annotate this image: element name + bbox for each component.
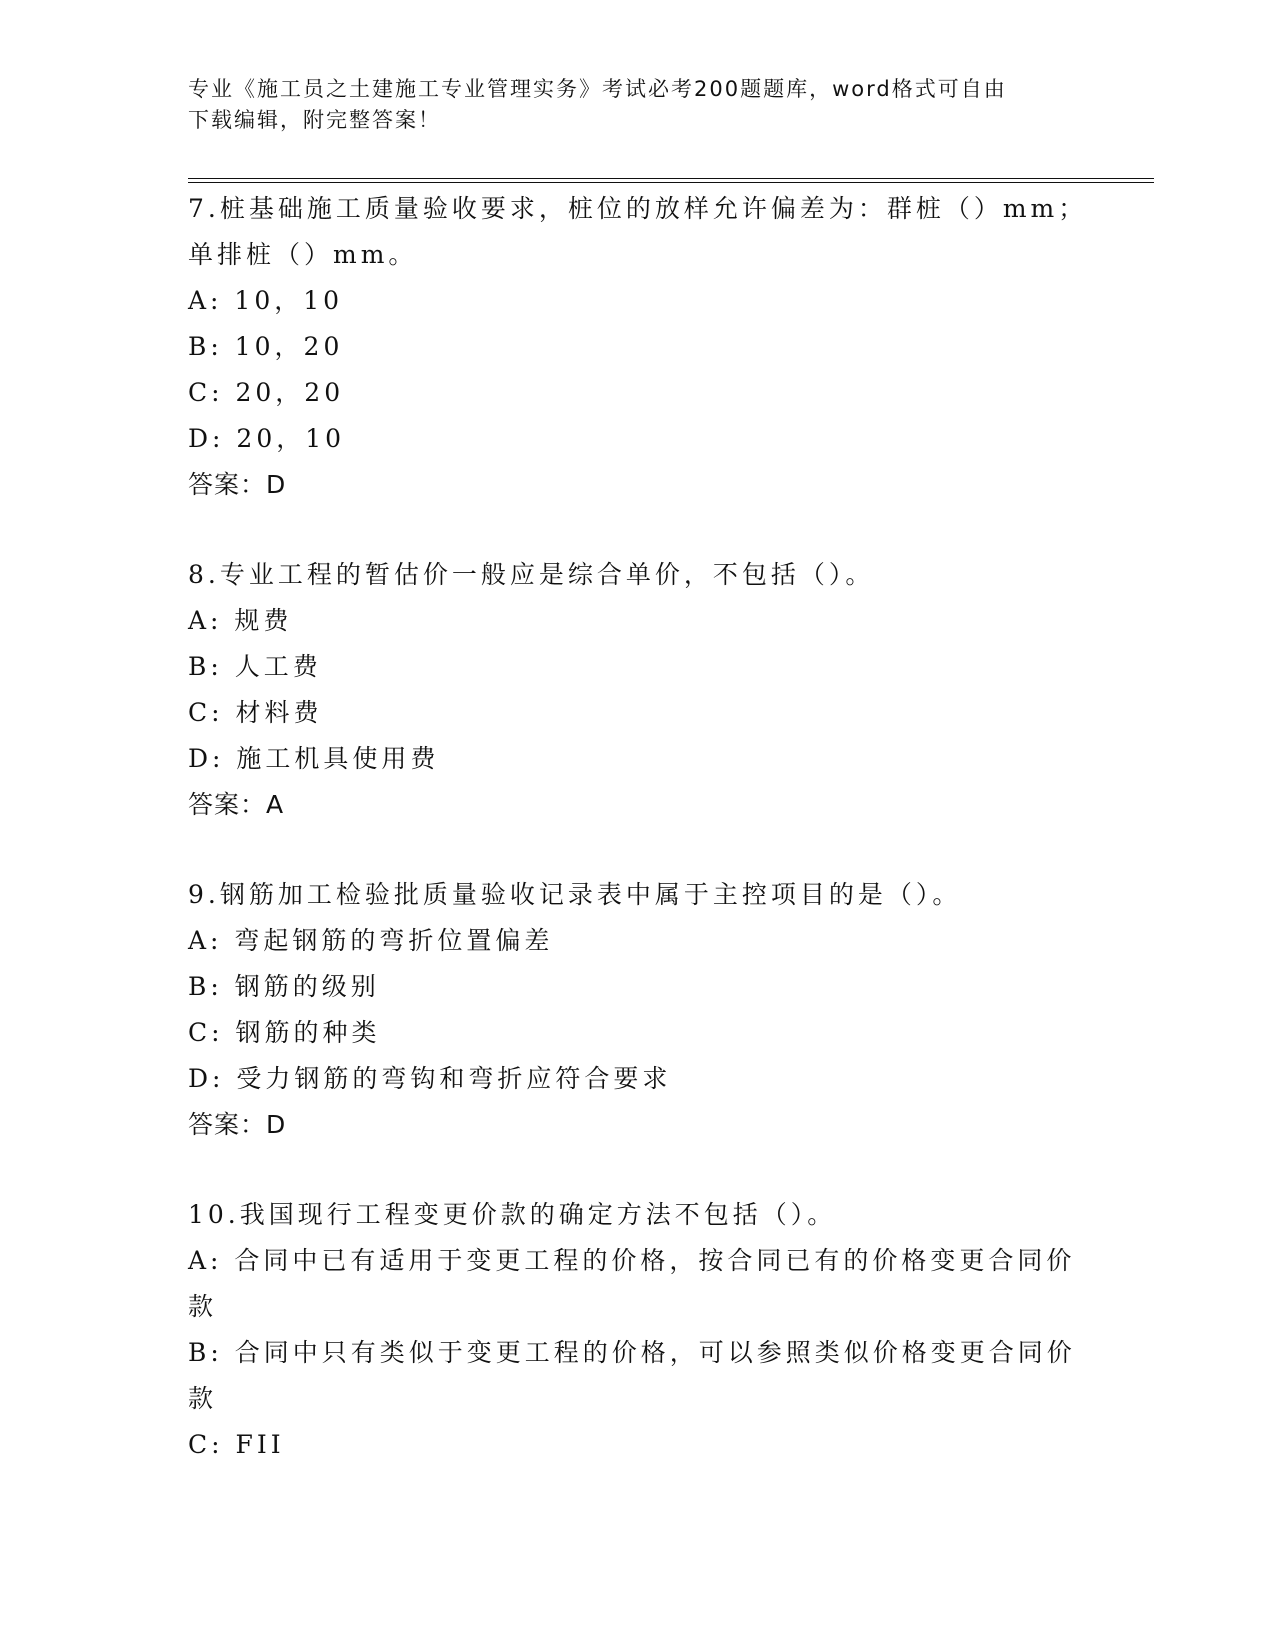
question-list xyxy=(188,186,1088,1468)
option-d: D: 施工机具使用费 xyxy=(188,744,440,773)
option-d: D: 20，10 xyxy=(188,424,346,453)
question-8 xyxy=(188,552,1088,828)
option-c: C: 20，20 xyxy=(188,378,345,407)
option-c: C: 材料费 xyxy=(188,698,323,727)
header-line-2: 下载编辑，附完整答案！ xyxy=(188,108,441,132)
option-b-continued: 款 xyxy=(188,1384,218,1413)
option-a: A: 规费 xyxy=(188,606,293,635)
question-10 xyxy=(188,1192,1088,1468)
option-c: C: 钢筋的种类 xyxy=(188,1018,381,1047)
spacer xyxy=(188,828,1088,872)
option-a: A: 10，10 xyxy=(188,286,344,315)
question-text: 8.专业工程的暂估价一般应是综合单价，不包括（）。 xyxy=(188,560,875,589)
header-line-1: 专业《施工员之土建施工专业管理实务》考试必考200题题库，word格式可自由 xyxy=(188,77,1007,101)
option-a: A: 合同中已有适用于变更工程的价格，按合同已有的价格变更合同价 xyxy=(188,1246,1076,1275)
question-7 xyxy=(188,186,1088,508)
question-text: 单排桩（）mm。 xyxy=(188,240,418,269)
spacer xyxy=(188,508,1088,552)
answer: 答案：D xyxy=(188,470,287,499)
option-b: B: 人工费 xyxy=(188,652,322,681)
spacer xyxy=(188,1148,1088,1192)
option-d: D: 受力钢筋的弯钩和弯折应符合要求 xyxy=(188,1064,672,1093)
answer: 答案：A xyxy=(188,790,285,819)
option-b: B: 合同中只有类似于变更工程的价格，可以参照类似价格变更合同价 xyxy=(188,1338,1076,1367)
question-text: 10.我国现行工程变更价款的确定方法不包括（）。 xyxy=(188,1200,837,1229)
option-b: B: 钢筋的级别 xyxy=(188,972,380,1001)
option-c: C: FII xyxy=(188,1430,285,1459)
option-b: B: 10，20 xyxy=(188,332,344,361)
question-text: 9.钢筋加工检验批质量验收记录表中属于主控项目的是（）。 xyxy=(188,880,962,909)
header-divider-top xyxy=(188,178,1154,179)
option-a: A: 弯起钢筋的弯折位置偏差 xyxy=(188,926,554,955)
question-text: 7.桩基础施工质量验收要求，桩位的放样允许偏差为：群桩（）mm； xyxy=(188,194,1088,223)
question-9 xyxy=(188,872,1088,1148)
document-header xyxy=(188,74,1068,136)
header-divider-bottom xyxy=(188,182,1154,183)
answer: 答案：D xyxy=(188,1110,287,1139)
option-a-continued: 款 xyxy=(188,1292,218,1321)
